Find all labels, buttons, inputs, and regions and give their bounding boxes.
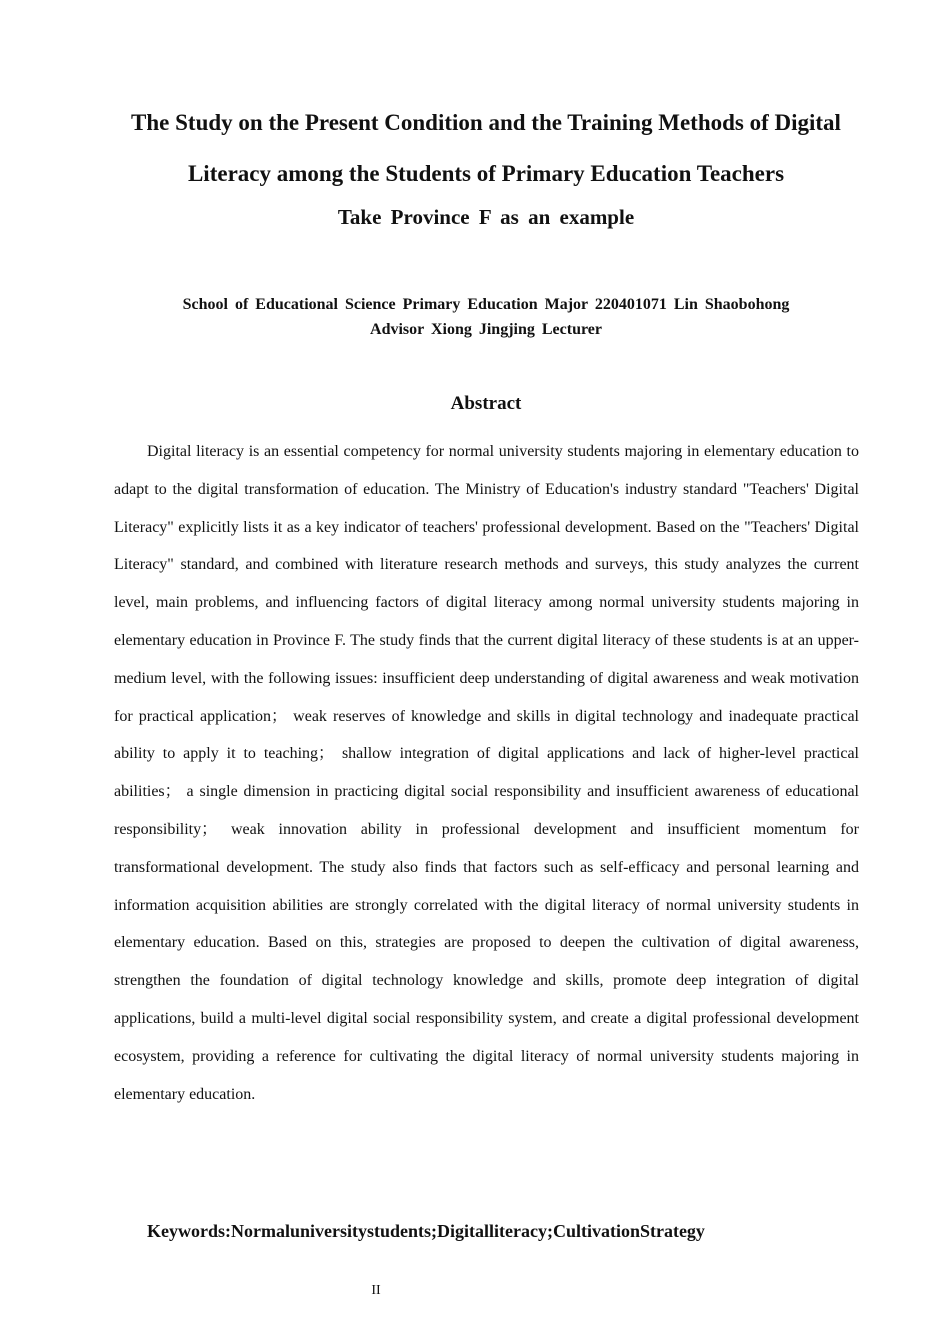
author-block [110,292,862,342]
page-number: II [371,1283,381,1298]
document-subtitle: Take Province F as an example [337,205,635,229]
author-line: School of Educational Science Primary Education Major 220401071 Lin Shaobohong [182,296,790,313]
document-title: The Study on the Present Condition and the Training Methods of Digital Literacy among the Students of Primary Education Teachers [131,110,841,186]
keywords-line: Keywords:Normaluniversitystudents;Digitalliteracy;CultivationStrategy [147,1221,705,1241]
abstract-body: Digital literacy is an essential competency for normal university students majoring in elementary education to adapt to the digital transformation of education. The Ministry of Education's industry standard "Teachers' Digital Literacy" explicitly lists it as a key indicator of teachers' professional development. Based on the "Teachers' Digital Literacy" standard, and combined with literature research methods and surveys, this study analyzes the current level, main problems, and influencing factors of digital literacy among normal university students majoring in elementary education in Province F. The study finds that the current digital literacy of these students is at an upper-medium level, with the following issues: insufficient deep understanding of digital awareness and weak motivation for practical application； weak reserves of knowledge and skills in digital technology and inadequate practical ability to apply it to teaching； shallow integration of digital applications and lack of higher-level practical abilities； a single dimension in practicing digital social responsibility and insufficient awareness of educational responsibility； weak innovation ability in professional development and insufficient momentum for transformational development. The study also finds that factors such as self-efficacy and personal learning and information acquisition abilities are strongly correlated with the digital literacy of normal university students in elementary education. Based on this, strategies are proposed to deepen the cultivation of digital awareness, strengthen the foundation of digital technology knowledge and skills, promote deep integration of digital applications, build a multi-level digital social responsibility system, and create a digital professional development ecosystem, providing a reference for cultivating the digital literacy of normal university students majoring in elementary education. [114,443,859,1103]
abstract-heading: Abstract [450,393,522,414]
advisor-line: Advisor Xiong Jingjing Lecturer [370,321,602,338]
